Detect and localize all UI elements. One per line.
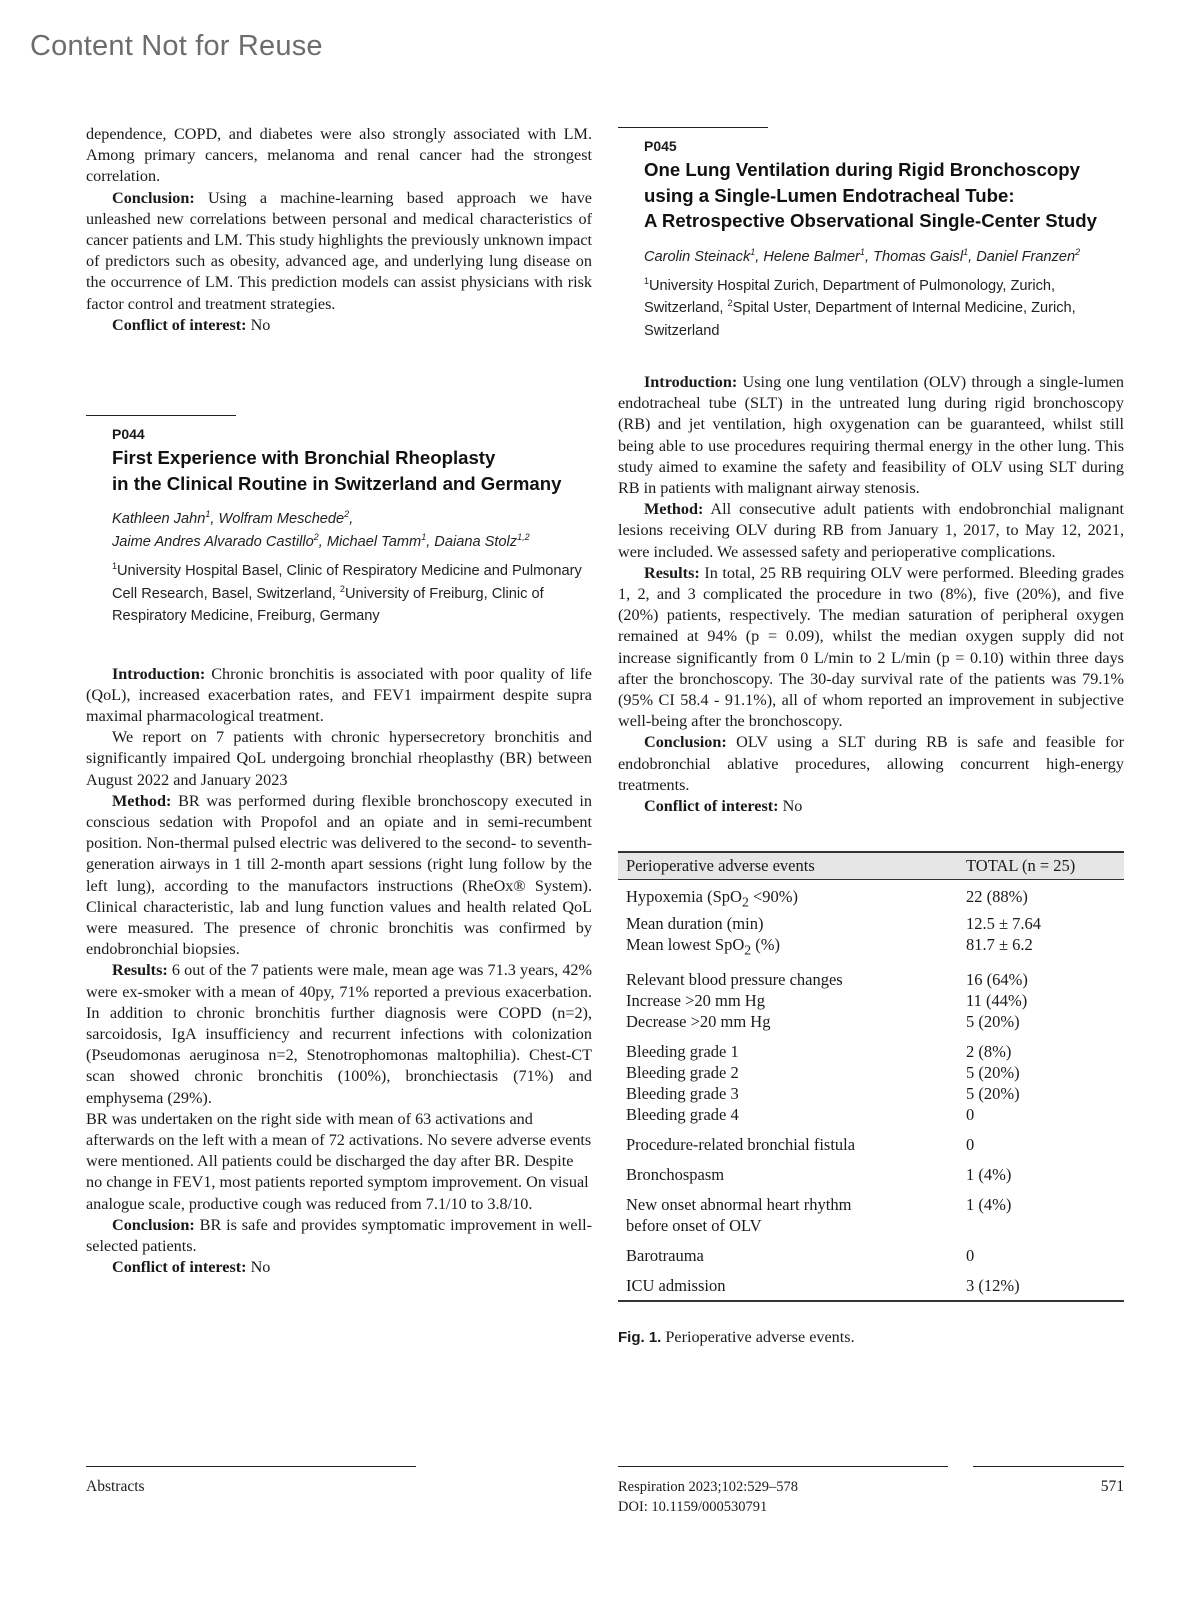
author: , Daiana Stolz — [426, 534, 518, 551]
abstract-title — [112, 445, 592, 496]
author: Jaime Andres Alvarado Castillo — [112, 534, 314, 551]
author-affiliation-mark: 2 — [344, 509, 350, 520]
table-row — [618, 1125, 1124, 1155]
results-label: Results: — [112, 961, 168, 980]
footer-rule-left — [86, 1466, 416, 1467]
table-row — [618, 990, 1124, 1011]
caption-label: Fig. 1. — [618, 1328, 662, 1346]
abstract-id: P044 — [112, 426, 145, 443]
method-text: BR was performed during flexible bronchoscopy executed in conscious sedation with Propofol and an opiate and in semi-recumbent position. Non-thermal pulsed electric was delivered to the second- to seventh-generation airways in 1 till 2-month apart sessions (right lung follow by the left lung), according to the manufactors instructions (RheOx® System). Clinical characteristic, lab and lung function values and health related QoL were measured. The presence of chronic bronchitis was confirmed by endobronchial biopsies. — [86, 791, 592, 959]
table-row — [618, 913, 1124, 934]
abstract-divider — [86, 415, 236, 416]
table-row — [618, 1266, 1124, 1301]
report-paragraph — [86, 727, 592, 791]
coi-label: Conflict of interest: — [112, 315, 247, 334]
table-header-row — [618, 852, 1124, 880]
author-list — [644, 246, 1124, 269]
conclusion-label: Conclusion: — [644, 733, 727, 752]
continuation-text: dependence, COPD, and diabetes were also strongly associated with LM. Among primary cancers, melanoma and renal cancer had the strongest correlation. — [86, 125, 592, 186]
value-cell: 1 (4%) — [966, 1164, 1012, 1184]
conclusion-text: OLV using a SLT during RB is safe and feasible for endobronchial ablative procedures, allowing concurrent high-energy treatments. — [618, 733, 1124, 794]
author: Carolin Steinack — [644, 248, 751, 265]
event-cell: New onset abnormal heart rhythm before onset of OLV — [626, 1194, 852, 1235]
report-text: We report on 7 patients with chronic hypersecretory bronchitis and significantly impaired QoL undergoing bronchial rheoplasthy (BR) between August 2022 and January 2023 — [86, 728, 592, 789]
affiliation-mark: 1 — [644, 275, 650, 286]
table-row — [618, 960, 1124, 990]
event-label: (%) — [751, 934, 780, 954]
results-label: Results: — [644, 563, 700, 582]
column-header-event: Perioperative adverse events — [618, 852, 952, 880]
coi-paragraph — [86, 1257, 592, 1278]
coi-label: Conflict of interest: — [644, 797, 779, 816]
author-affiliation-mark: 2 — [1075, 246, 1081, 257]
table-row — [618, 1155, 1124, 1185]
value-cell: 0 — [966, 1245, 975, 1265]
footer-rule-middle — [618, 1466, 948, 1467]
caption-text: Perioperative adverse events. — [661, 1327, 855, 1346]
table-row — [618, 880, 1124, 913]
value-cell: 22 (88%) — [966, 887, 1028, 907]
adverse-events-table — [618, 851, 1124, 1302]
conclusion-label: Conclusion: — [112, 188, 195, 207]
conclusion-label: Conclusion: — [112, 1215, 195, 1234]
table-row — [618, 934, 1124, 960]
results-paragraph — [86, 960, 592, 1108]
affiliation-mark: 1 — [112, 561, 118, 572]
page-number: 571 — [1100, 1478, 1124, 1495]
br-paragraph — [86, 1109, 592, 1215]
table-row — [618, 1236, 1124, 1266]
author-affiliation-mark: 1 — [205, 509, 211, 520]
method-label: Method: — [644, 500, 704, 519]
title-line: in the Clinical Routine in Switzerland and Germany — [112, 472, 562, 494]
value-cell: 5 (20%) — [966, 1011, 1020, 1031]
conclusion-paragraph — [618, 732, 1124, 796]
abstract-divider — [618, 127, 768, 128]
journal-citation: Respiration 2023;102:529–578 — [618, 1479, 799, 1495]
affiliation-text: University Hospital Zurich, Department of Pulmonology, Zurich, Switzerland, — [644, 277, 1056, 316]
author-affiliation-mark: 2 — [313, 532, 319, 543]
watermark: Content Not for Reuse — [30, 30, 323, 62]
value-cell: 11 (44%) — [966, 990, 1028, 1010]
author: Kathleen Jahn — [112, 511, 206, 528]
affiliation-text: Spital Uster, Department of Internal Medicine, Zurich, Switzerland — [644, 300, 1076, 339]
subscript: 2 — [744, 941, 752, 957]
author-separator: , — [349, 511, 354, 528]
coi-label: Conflict of interest: — [112, 1258, 247, 1277]
footer-section: Abstracts — [86, 1478, 145, 1495]
author-affiliation-mark: 1 — [963, 246, 969, 257]
results-paragraph — [618, 563, 1124, 733]
author: , Wolfram Meschede — [210, 511, 345, 528]
conclusion-text: BR is safe and provides symptomatic improvement in well-selected patients. — [86, 1215, 592, 1256]
value-cell: 16 (64%) — [966, 969, 1028, 989]
event-cell: Bleeding grade 1 — [626, 1041, 739, 1061]
value-cell: 5 (20%) — [966, 1083, 1020, 1103]
results-text: In total, 25 RB requiring OLV were performed. Bleeding grades 1, 2, and 3 complicated the procedure in two (8%), five (20%), and five (20%) patients, respectively. The median saturation of peripheral oxygen remained at 94% (p = 0.09), whilst the median oxygen supply did not increase significantly from 0 L/min to 2 L/min (p = 0.10) within three days after the bronchoscopy. The 30-day survival rate of the patients was 79.1% (95% CI 58.4 - 91.1%), all of whom reported an improvement in subjective well-being after the bronchoscopy. — [618, 563, 1124, 731]
affiliations — [112, 560, 592, 628]
method-paragraph — [86, 791, 592, 961]
event-cell: Bleeding grade 3 — [626, 1083, 739, 1103]
event-cell: Barotrauma — [626, 1245, 704, 1265]
affiliation-mark: 2 — [727, 298, 733, 309]
left-column — [86, 124, 592, 1278]
event-cell: Increase >20 mm Hg — [626, 990, 765, 1010]
event-cell: Bleeding grade 4 — [626, 1104, 739, 1124]
coi-value: No — [778, 797, 803, 816]
introduction-label: Introduction: — [644, 373, 738, 391]
author: , Helene Balmer — [755, 248, 860, 265]
event-cell — [618, 934, 952, 960]
table-row — [618, 1011, 1124, 1032]
footer-rule-right — [973, 1466, 1124, 1467]
event-cell — [618, 880, 952, 913]
event-cell: Bleeding grade 2 — [626, 1062, 739, 1082]
method-text: All consecutive adult patients with endobronchial malignant lesions receiving OLV during RB from January 1, 2017, to May 12, 2021, were included. We assessed safety and perioperative complications. — [618, 500, 1124, 561]
value-cell: 3 (12%) — [952, 1266, 1124, 1301]
introduction-text: Using one lung ventilation (OLV) through a single-lumen endotracheal tube (SLT) in the untreated lung during rigid bronchoscopy (RB) and jet ventilation, high oxygenation can be guaranteed, whilst still being able to use procedures requiring thermal energy in the other lung. This study aimed to examine the safety and feasibility of OLV using SLT during RB in patients with malignant airway stenosis. — [618, 373, 1124, 498]
introduction-label: Introduction: — [112, 664, 206, 683]
table-row — [618, 1032, 1124, 1062]
event-cell: ICU admission — [618, 1266, 952, 1301]
method-label: Method: — [112, 791, 172, 810]
author: , Michael Tamm — [318, 534, 422, 551]
introduction-paragraph — [618, 372, 1124, 499]
author-affiliation-mark: 1 — [421, 532, 427, 543]
introduction-text: Chronic bronchitis is associated with poor quality of life (QoL), increased exacerbation rates, and FEV1 impairment despite supra maximal pharmacological treatment. — [86, 664, 592, 725]
affiliation-text: University Hospital Basel, Clinic of Respiratory Medicine and Pulmonary Cell Research, Basel, Switzerland, — [112, 563, 582, 602]
event-cell: Mean duration (min) — [626, 913, 764, 933]
value-cell: 2 (8%) — [966, 1041, 1012, 1061]
table-row — [618, 1083, 1124, 1104]
affiliation-text: University of Freiburg, Clinic of Respiratory Medicine, Freiburg, Germany — [112, 585, 544, 625]
event-cell: Relevant blood pressure changes — [626, 969, 843, 989]
abstract-id: P045 — [644, 138, 677, 154]
footer-journal — [618, 1477, 798, 1517]
author: , Daniel Franzen — [968, 248, 1076, 265]
abstract-title — [644, 157, 1124, 234]
previous-abstract-results — [86, 124, 592, 188]
coi-value: No — [246, 315, 271, 334]
value-cell: 81.7 ± 6.2 — [966, 934, 1033, 954]
conclusion-text: Using a machine-learning based approach we have unleashed new correlations between personal and medical characteristics of cancer patients and LM. This study highlights the previously unknown impact of predictors such as obesity, advanced age, and underlying lung disease on the occurrence of LM. This prediction models can assist physicians with risk factor control and treatment strategies. — [86, 188, 592, 313]
author-affiliation-mark: 1 — [859, 246, 865, 257]
introduction-paragraph — [86, 664, 592, 728]
coi-value: No — [246, 1258, 271, 1277]
event-cell: Bronchospasm — [626, 1164, 725, 1184]
coi-paragraph — [618, 796, 1124, 817]
br-text: BR was undertaken on the right side with mean of 63 activations and afterwards on the left with a mean of 72 activations. No severe adverse events were mentioned. All patients could be discharged the day after BR. Despite no change in FEV1, most patients reported symptom improvement. On visual analogue scale, productive cough was reduced from 7.1/10 to 3.8/10. — [86, 1109, 592, 1213]
method-paragraph — [618, 499, 1124, 563]
value-cell: 0 — [966, 1134, 975, 1154]
previous-abstract-coi — [86, 315, 592, 336]
author: , Thomas Gaisl — [864, 248, 964, 265]
doi: DOI: 10.1159/000530791 — [618, 1499, 768, 1515]
title-line: One Lung Ventilation during Rigid Bronchoscopy — [644, 159, 1080, 180]
value-cell: 0 — [966, 1104, 975, 1124]
event-label: Mean lowest SpO — [626, 934, 745, 954]
event-label: Hypoxemia (SpO — [626, 887, 742, 907]
previous-abstract-conclusion — [86, 188, 592, 315]
affiliation-mark: 2 — [339, 583, 345, 594]
right-column — [618, 127, 1124, 1347]
table-row — [618, 1104, 1124, 1125]
conclusion-paragraph — [86, 1215, 592, 1257]
affiliations — [644, 275, 1124, 343]
event-cell: Decrease >20 mm Hg — [626, 1011, 771, 1031]
figure-caption — [618, 1328, 1124, 1347]
column-header-total: TOTAL (n = 25) — [952, 852, 1124, 880]
subscript: 2 — [741, 894, 749, 910]
event-cell: Procedure-related bronchial fistula — [626, 1134, 856, 1154]
title-line: using a Single-Lumen Endotracheal Tube: — [644, 184, 1015, 206]
title-line: First Experience with Bronchial Rheoplasty — [112, 447, 496, 469]
title-line: A Retrospective Observational Single-Center Study — [644, 210, 1097, 231]
results-text: 6 out of the 7 patients were male, mean age was 71.3 years, 42% were ex-smoker with a mean of 40py, 71% reported a previous exacerbation. In addition to chronic bronchitis further diagnosis were COPD (n=2), sarcoidosis, IgA insufficiency and recurrent infections with colonization (Pseudomonas aeruginosa n=2, Stenotrophomonas maltophilia). Chest-CT scan showed chronic bronchitis (100%), bronchiectasis (71%) and emphysema (29%). — [86, 961, 592, 1107]
event-label: <90%) — [748, 887, 798, 907]
author-list — [112, 508, 592, 554]
table-row — [618, 1185, 1124, 1236]
value-cell: 1 (4%) — [966, 1194, 1012, 1214]
value-cell: 5 (20%) — [966, 1062, 1020, 1082]
author-affiliation-mark: 1 — [750, 246, 756, 257]
table-row — [618, 1062, 1124, 1083]
author-affiliation-mark: 1,2 — [517, 532, 530, 543]
value-cell: 12.5 ± 7.64 — [966, 913, 1042, 933]
